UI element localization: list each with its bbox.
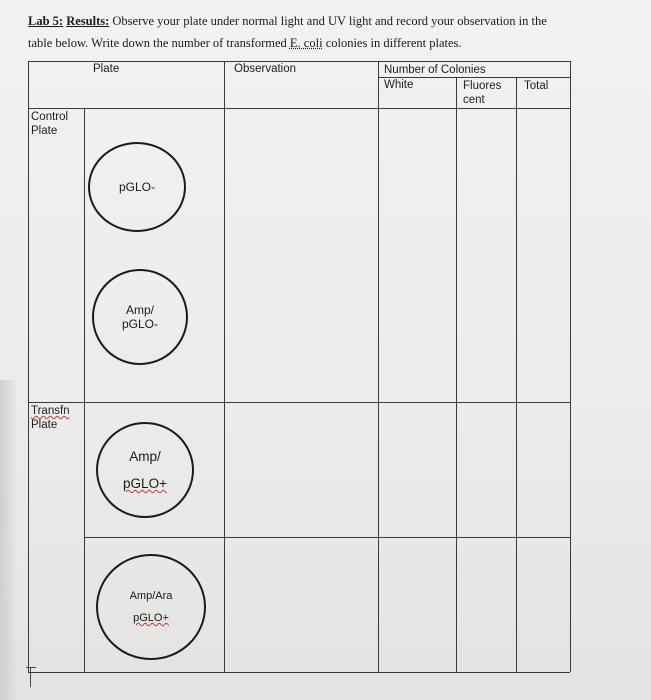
plate-label-4b: pGLO+ <box>133 612 169 624</box>
header-fluorescent-1: Fluores <box>463 80 502 92</box>
plate-circle-amp-ara-pglo-plus <box>96 554 206 660</box>
header-plate: Plate <box>93 63 120 75</box>
table-left-border <box>28 61 29 672</box>
instructions-text-2b: colonies in different plates. <box>322 36 462 50</box>
page-corner-mark <box>30 667 31 687</box>
fluorescent-column-left <box>456 77 457 672</box>
header-bottom-border <box>28 108 570 109</box>
plate-label-4a: Amp/Ara <box>129 590 173 602</box>
group-label-control-2: Plate <box>31 125 58 137</box>
header-observation: Observation <box>234 63 297 75</box>
colonies-column-left <box>378 61 379 672</box>
plate-label-2b: pGLO- <box>121 317 158 331</box>
row-divider-plate-3-4 <box>84 537 570 538</box>
plate-label-1: pGLO- <box>118 180 155 194</box>
colonies-subheader-line <box>378 77 570 78</box>
header-white: White <box>384 79 414 91</box>
plate-label-3a: Amp/ <box>129 449 161 464</box>
plate-label-2a: Amp/ <box>125 303 154 317</box>
plate-circle-amp-pglo-minus <box>92 269 188 365</box>
header-number-of-colonies: Number of Colonies <box>384 64 486 76</box>
plate-label-3b: pGLO+ <box>123 476 167 491</box>
ecoli-term: E. coli <box>289 36 323 50</box>
results-heading: Results: <box>66 14 110 28</box>
total-column-left <box>516 77 517 672</box>
plate-circle-amp-pglo-plus <box>96 422 194 518</box>
instructions-text-2a: table below. Write down the number of transformed <box>28 36 290 50</box>
header-fluorescent-2: cent <box>463 94 485 106</box>
lab-number: Lab 5: <box>28 14 64 28</box>
group-label-transfn-2: Plate <box>31 419 58 431</box>
row-divider-control-transfn <box>28 402 570 403</box>
group-label-control-1: Control <box>31 111 69 123</box>
page-corner-mark-h <box>26 667 36 668</box>
table-right-border <box>570 61 571 672</box>
header-total: Total <box>524 80 549 92</box>
table-top-border <box>28 61 570 62</box>
plate-column-divider <box>84 108 85 672</box>
instructions-text-1: Observe your plate under normal light and UV light and record your observation in the <box>112 14 547 28</box>
plate-circle-pglo-minus <box>88 142 186 232</box>
group-label-transfn-1: Transfn <box>31 405 70 417</box>
observation-column-left <box>224 61 225 672</box>
table-bottom-border <box>28 672 570 673</box>
